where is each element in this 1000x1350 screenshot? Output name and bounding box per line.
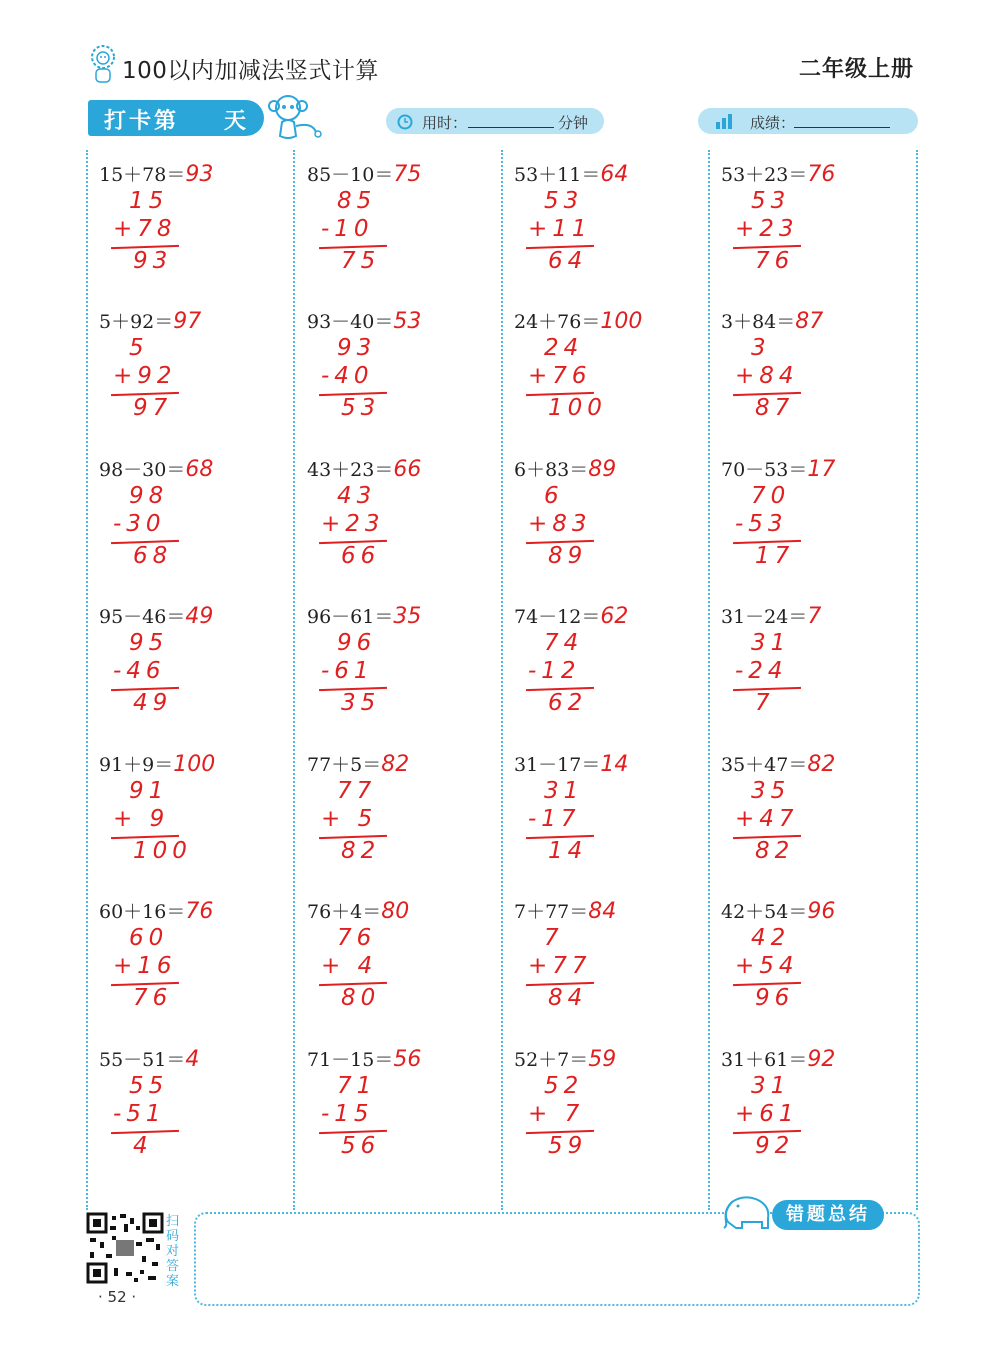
equation-text: 60＋16＝ xyxy=(99,901,186,923)
equation xyxy=(307,602,421,629)
equation xyxy=(307,307,421,334)
mistake-summary-label: 错题总结 xyxy=(772,1200,884,1230)
problem-cell xyxy=(307,455,507,595)
vertical-second-operand: + 7 xyxy=(528,1101,585,1127)
vertical-second-operand: + 4 xyxy=(321,953,378,979)
vertical-second-operand: +23 xyxy=(735,216,799,242)
handwritten-answer: 100 xyxy=(173,752,216,777)
equation-text: 43＋23＝ xyxy=(307,459,394,481)
time-unit: 分钟 xyxy=(558,114,589,132)
equation xyxy=(307,1045,421,1072)
vertical-second-operand: -17 xyxy=(528,806,581,832)
vertical-result: 100 xyxy=(548,395,607,421)
handwritten-answer: 35 xyxy=(393,604,422,629)
scan-answer-text: 扫码对答案 xyxy=(166,1214,180,1289)
vertical-result: 82 xyxy=(755,838,795,864)
problem-cell xyxy=(514,455,714,595)
vertical-result: 17 xyxy=(755,543,795,569)
vertical-top-number: 55 xyxy=(129,1073,169,1099)
problem-cell xyxy=(307,602,507,742)
vertical-result: 14 xyxy=(548,838,588,864)
equation-text: 31－17＝ xyxy=(514,754,601,776)
handwritten-answer: 75 xyxy=(393,162,422,187)
handwritten-answer: 64 xyxy=(600,162,629,187)
vertical-second-operand: +92 xyxy=(113,363,177,389)
equation-text: 35＋47＝ xyxy=(721,754,808,776)
vertical-second-operand: -53 xyxy=(735,511,788,537)
handwritten-answer: 49 xyxy=(185,604,214,629)
equation xyxy=(721,897,835,924)
day-label: 打卡第 xyxy=(104,109,180,134)
vertical-result: 75 xyxy=(341,248,381,274)
vertical-top-number: 71 xyxy=(337,1073,377,1099)
vertical-top-number: 70 xyxy=(751,483,791,509)
equation-text: 52＋7＝ xyxy=(514,1049,589,1071)
problem-cell xyxy=(514,897,714,1037)
equation xyxy=(721,750,835,777)
vertical-second-operand: +23 xyxy=(321,511,385,537)
time-field xyxy=(386,108,604,134)
vertical-second-operand: +61 xyxy=(735,1101,799,1127)
equation-text: 53＋11＝ xyxy=(514,164,601,186)
vertical-result: 96 xyxy=(755,985,795,1011)
vertical-top-number: 77 xyxy=(337,778,377,804)
problem-cell xyxy=(307,1045,507,1185)
equation xyxy=(514,897,616,924)
vertical-second-operand: -15 xyxy=(321,1101,374,1127)
equation-text: 95－46＝ xyxy=(99,606,186,628)
vertical-top-number: 3 xyxy=(751,335,771,361)
time-blank xyxy=(468,127,554,128)
equation xyxy=(99,455,213,482)
equation-text: 91＋9＝ xyxy=(99,754,174,776)
handwritten-answer: 80 xyxy=(381,899,410,924)
score-label: 成绩： xyxy=(750,114,796,132)
equation-text: 31＋61＝ xyxy=(721,1049,808,1071)
handwritten-answer: 53 xyxy=(393,309,422,334)
equation-text: 85－10＝ xyxy=(307,164,394,186)
equation xyxy=(721,1045,835,1072)
problem-cell xyxy=(721,1045,921,1185)
handwritten-answer: 62 xyxy=(600,604,629,629)
vertical-top-number: 76 xyxy=(337,925,377,951)
vertical-second-operand: +83 xyxy=(528,511,592,537)
equation-text: 6＋83＝ xyxy=(514,459,589,481)
handwritten-answer: 14 xyxy=(600,752,629,777)
problem-cell xyxy=(721,602,921,742)
equation xyxy=(307,897,409,924)
monkey-icon xyxy=(262,92,324,144)
problem-cell xyxy=(307,160,507,300)
vertical-top-number: 74 xyxy=(544,630,584,656)
handwritten-answer: 100 xyxy=(600,309,643,334)
vertical-second-operand: +77 xyxy=(528,953,592,979)
vertical-second-operand: -30 xyxy=(113,511,166,537)
equation-text: 77＋5＝ xyxy=(307,754,382,776)
vertical-top-number: 96 xyxy=(337,630,377,656)
vertical-result: 87 xyxy=(755,395,795,421)
equation xyxy=(99,897,213,924)
checkin-day-bar xyxy=(88,100,264,136)
vertical-result: 82 xyxy=(341,838,381,864)
vertical-result: 64 xyxy=(548,248,588,274)
vertical-top-number: 31 xyxy=(751,1073,791,1099)
problem-cell xyxy=(514,1045,714,1185)
equation-text: 74－12＝ xyxy=(514,606,601,628)
handwritten-answer: 68 xyxy=(185,457,214,482)
vertical-result: 68 xyxy=(133,543,173,569)
vertical-result: 56 xyxy=(341,1133,381,1159)
vertical-second-operand: -24 xyxy=(735,658,788,684)
vertical-top-number: 5 xyxy=(129,335,149,361)
handwritten-answer: 17 xyxy=(807,457,836,482)
problem-cell xyxy=(99,750,299,890)
problem-cell xyxy=(721,750,921,890)
vertical-result: 76 xyxy=(133,985,173,1011)
problem-cell xyxy=(721,897,921,1037)
vertical-top-number: 98 xyxy=(129,483,169,509)
problem-cell xyxy=(721,307,921,447)
vertical-top-number: 15 xyxy=(129,188,169,214)
vertical-top-number: 6 xyxy=(544,483,564,509)
vertical-result: 93 xyxy=(133,248,173,274)
handwritten-answer: 4 xyxy=(185,1047,200,1072)
vertical-top-number: 31 xyxy=(751,630,791,656)
vertical-top-number: 7 xyxy=(544,925,564,951)
vertical-top-number: 24 xyxy=(544,335,584,361)
equation xyxy=(99,602,213,629)
vertical-result: 89 xyxy=(548,543,588,569)
page-number: · 52 · xyxy=(98,1288,137,1306)
vertical-top-number: 53 xyxy=(544,188,584,214)
vertical-top-number: 85 xyxy=(337,188,377,214)
equation xyxy=(99,1045,199,1072)
book-title: 100以内加减法竖式计算 xyxy=(122,58,379,84)
score-field xyxy=(698,108,918,134)
problem-cell xyxy=(514,307,714,447)
vertical-second-operand: +84 xyxy=(735,363,799,389)
vertical-second-operand: -12 xyxy=(528,658,581,684)
equation xyxy=(99,750,215,777)
equation-text: 7＋77＝ xyxy=(514,901,589,923)
vertical-result: 80 xyxy=(341,985,381,1011)
problem-cell xyxy=(99,897,299,1037)
equation-text: 53＋23＝ xyxy=(721,164,808,186)
problem-cell xyxy=(721,160,921,300)
vertical-top-number: 42 xyxy=(751,925,791,951)
vertical-result: 66 xyxy=(341,543,381,569)
problem-cell xyxy=(99,455,299,595)
equation xyxy=(514,455,616,482)
equation-text: 55－51＝ xyxy=(99,1049,186,1071)
problem-cell xyxy=(99,307,299,447)
equation-text: 42＋54＝ xyxy=(721,901,808,923)
vertical-second-operand: -10 xyxy=(321,216,374,242)
vertical-top-number: 60 xyxy=(129,925,169,951)
problem-cell xyxy=(721,455,921,595)
vertical-result: 100 xyxy=(133,838,192,864)
vertical-result: 59 xyxy=(548,1133,588,1159)
handwritten-answer: 87 xyxy=(795,309,824,334)
score-blank xyxy=(794,127,890,128)
handwritten-answer: 89 xyxy=(588,457,617,482)
grade-label: 二年级上册 xyxy=(798,57,914,82)
equation xyxy=(307,750,409,777)
vertical-result: 49 xyxy=(133,690,173,716)
vertical-second-operand: +16 xyxy=(113,953,177,979)
equation-text: 93－40＝ xyxy=(307,311,394,333)
equation xyxy=(721,307,823,334)
equation xyxy=(514,307,642,334)
problem-cell xyxy=(514,160,714,300)
vertical-result: 76 xyxy=(755,248,795,274)
vertical-top-number: 31 xyxy=(544,778,584,804)
vertical-result: 62 xyxy=(548,690,588,716)
day-suffix: 天 xyxy=(224,109,247,134)
equation-text: 3＋84＝ xyxy=(721,311,796,333)
problem-cell xyxy=(99,160,299,300)
handwritten-answer: 76 xyxy=(807,162,836,187)
problem-cell xyxy=(99,602,299,742)
score-chart-icon xyxy=(714,112,736,134)
problem-cell xyxy=(307,897,507,1037)
vertical-result: 53 xyxy=(341,395,381,421)
equation-text: 24＋76＝ xyxy=(514,311,601,333)
problem-cell xyxy=(514,750,714,890)
equation xyxy=(721,602,821,629)
equation xyxy=(99,307,201,334)
vertical-top-number: 95 xyxy=(129,630,169,656)
equation-text: 96－61＝ xyxy=(307,606,394,628)
equation xyxy=(307,455,421,482)
vertical-second-operand: + 5 xyxy=(321,806,378,832)
vertical-top-number: 93 xyxy=(337,335,377,361)
lion-logo-icon xyxy=(88,44,118,84)
equation xyxy=(307,160,421,187)
vertical-result: 97 xyxy=(133,395,173,421)
handwritten-answer: 97 xyxy=(173,309,202,334)
vertical-result: 84 xyxy=(548,985,588,1011)
equation xyxy=(514,1045,616,1072)
vertical-top-number: 35 xyxy=(751,778,791,804)
handwritten-answer: 93 xyxy=(185,162,214,187)
handwritten-answer: 66 xyxy=(393,457,422,482)
problem-cell xyxy=(99,1045,299,1185)
equation-text: 15＋78＝ xyxy=(99,164,186,186)
equation xyxy=(99,160,213,187)
handwritten-answer: 82 xyxy=(807,752,836,777)
vertical-top-number: 91 xyxy=(129,778,169,804)
equation-text: 76＋4＝ xyxy=(307,901,382,923)
vertical-second-operand: -51 xyxy=(113,1101,166,1127)
handwritten-answer: 56 xyxy=(393,1047,422,1072)
vertical-result: 92 xyxy=(755,1133,795,1159)
vertical-second-operand: -46 xyxy=(113,658,166,684)
handwritten-answer: 92 xyxy=(807,1047,836,1072)
problem-cell xyxy=(514,602,714,742)
vertical-second-operand: +47 xyxy=(735,806,799,832)
equation xyxy=(514,160,628,187)
qr-code-icon[interactable] xyxy=(86,1212,164,1284)
equation-text: 70－53＝ xyxy=(721,459,808,481)
alarm-clock-icon xyxy=(396,112,414,134)
vertical-second-operand: +78 xyxy=(113,216,177,242)
elephant-icon xyxy=(718,1192,776,1232)
equation-text: 31－24＝ xyxy=(721,606,808,628)
handwritten-answer: 82 xyxy=(381,752,410,777)
handwritten-answer: 84 xyxy=(588,899,617,924)
vertical-top-number: 52 xyxy=(544,1073,584,1099)
time-label: 用时： xyxy=(422,114,468,132)
handwritten-answer: 7 xyxy=(807,604,822,629)
problem-cell xyxy=(307,750,507,890)
vertical-second-operand: -61 xyxy=(321,658,374,684)
equation-text: 98－30＝ xyxy=(99,459,186,481)
vertical-top-number: 43 xyxy=(337,483,377,509)
handwritten-answer: 76 xyxy=(185,899,214,924)
vertical-result: 7 xyxy=(755,690,775,716)
equation xyxy=(514,750,628,777)
vertical-second-operand: +11 xyxy=(528,216,592,242)
vertical-second-operand: +76 xyxy=(528,363,592,389)
problem-cell xyxy=(307,307,507,447)
equation-text: 71－15＝ xyxy=(307,1049,394,1071)
equation xyxy=(721,160,835,187)
handwritten-answer: 59 xyxy=(588,1047,617,1072)
vertical-second-operand: + 9 xyxy=(113,806,170,832)
vertical-result: 35 xyxy=(341,690,381,716)
vertical-second-operand: +54 xyxy=(735,953,799,979)
vertical-top-number: 53 xyxy=(751,188,791,214)
equation-text: 5＋92＝ xyxy=(99,311,174,333)
equation xyxy=(721,455,835,482)
handwritten-answer: 96 xyxy=(807,899,836,924)
vertical-second-operand: -40 xyxy=(321,363,374,389)
vertical-result: 4 xyxy=(133,1133,153,1159)
grid-border-left xyxy=(86,150,88,1210)
equation xyxy=(514,602,628,629)
